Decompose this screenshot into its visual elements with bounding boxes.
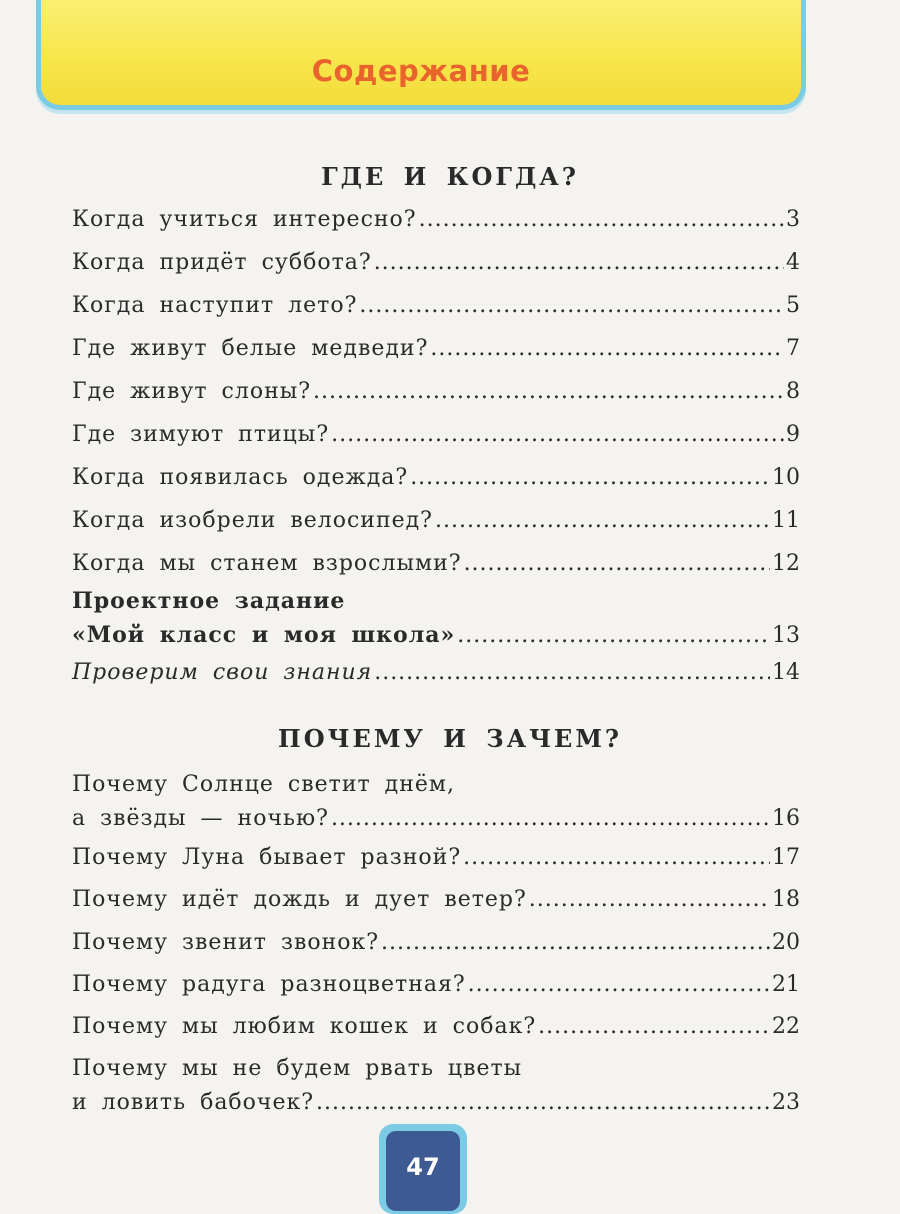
toc-page-number: 8 bbox=[786, 379, 800, 404]
section-title-where-when: ГДЕ И КОГДА? bbox=[321, 162, 579, 191]
toc-entry-text: «Мой класс и моя школа» bbox=[72, 622, 456, 648]
toc-entry-text: Когда наступит лето? bbox=[72, 293, 358, 318]
toc-page-number: 11 bbox=[772, 508, 800, 533]
toc-leader-dots bbox=[464, 547, 770, 581]
toc-entry[interactable] bbox=[72, 375, 800, 409]
toc-entry[interactable] bbox=[72, 1010, 800, 1044]
toc-entry[interactable] bbox=[72, 883, 800, 917]
toc-entry[interactable] bbox=[72, 841, 800, 875]
toc-entry-line1: Проектное задание bbox=[72, 588, 346, 614]
toc-page-number: 21 bbox=[772, 972, 800, 997]
toc-entry[interactable] bbox=[72, 461, 800, 495]
header-banner bbox=[36, 0, 806, 110]
toc-entry[interactable] bbox=[72, 504, 800, 538]
toc-leader-dots bbox=[430, 332, 784, 366]
toc-entry-line1: Почему мы не будем рвать цветы bbox=[72, 1056, 523, 1081]
toc-entry-text: Почему Луна бывает разной? bbox=[72, 845, 462, 870]
toc-page-number: 17 bbox=[772, 845, 800, 870]
toc-leader-dots bbox=[359, 289, 784, 323]
toc-leader-dots bbox=[313, 375, 784, 409]
toc-entry-text: Когда придёт суббота? bbox=[72, 250, 372, 275]
toc-entry[interactable] bbox=[72, 203, 800, 237]
toc-page-number: 12 bbox=[772, 551, 800, 576]
toc-page-number: 16 bbox=[772, 806, 800, 831]
toc-page-number: 4 bbox=[786, 250, 800, 275]
toc-entry[interactable] bbox=[72, 1052, 800, 1120]
toc-leader-dots bbox=[316, 1086, 770, 1120]
toc-entry-text: Почему радуга разноцветная? bbox=[72, 972, 466, 997]
toc-entry-text: и ловить бабочек? bbox=[72, 1090, 315, 1115]
toc-page-number: 14 bbox=[772, 660, 800, 685]
toc-page-number: 5 bbox=[786, 293, 800, 318]
toc-entry-text: Где живут слоны? bbox=[72, 379, 312, 404]
page-number: 47 bbox=[386, 1131, 460, 1211]
toc-leader-dots bbox=[410, 461, 770, 495]
toc-entry[interactable] bbox=[72, 968, 800, 1002]
toc-page-number: 13 bbox=[772, 623, 800, 648]
toc-entry-project[interactable] bbox=[72, 584, 800, 652]
toc-entry-text: Когда изобрели велосипед? bbox=[72, 508, 433, 533]
toc-leader-dots bbox=[331, 418, 784, 452]
toc-leader-dots bbox=[374, 656, 770, 690]
toc-page-number: 22 bbox=[772, 1014, 800, 1039]
toc-leader-dots bbox=[331, 802, 770, 836]
toc-entry-text: Почему идёт дождь и дует ветер? bbox=[72, 887, 527, 912]
toc-entry[interactable] bbox=[72, 246, 800, 280]
toc-entry-text: Когда появилась одежда? bbox=[72, 465, 409, 490]
toc-page-number: 18 bbox=[772, 887, 800, 912]
toc-entry[interactable] bbox=[72, 547, 800, 581]
toc-entry-text: Когда учиться интересно? bbox=[72, 207, 417, 232]
toc-entry[interactable] bbox=[72, 926, 800, 960]
toc-entry[interactable] bbox=[72, 418, 800, 452]
toc-entry-text: Где живут белые медведи? bbox=[72, 336, 429, 361]
toc-page-number: 3 bbox=[786, 207, 800, 232]
toc-leader-dots bbox=[381, 926, 770, 960]
toc-entry[interactable] bbox=[72, 289, 800, 323]
toc-entry-text: Где зимуют птицы? bbox=[72, 422, 330, 447]
toc-page-number: 23 bbox=[772, 1090, 800, 1115]
toc-entry-check[interactable] bbox=[72, 656, 800, 690]
page-title: Содержание bbox=[311, 54, 531, 88]
toc-entry-text: Почему звенит звонок? bbox=[72, 930, 380, 955]
toc-page-number: 7 bbox=[786, 336, 800, 361]
toc-leader-dots bbox=[538, 1010, 770, 1044]
toc-leader-dots bbox=[435, 504, 770, 538]
toc-entry[interactable] bbox=[72, 332, 800, 366]
toc-leader-dots bbox=[374, 246, 784, 280]
toc-entry-text: Когда мы станем взрослыми? bbox=[72, 551, 462, 576]
section-title-why: ПОЧЕМУ И ЗАЧЕМ? bbox=[278, 724, 622, 753]
toc-leader-dots bbox=[529, 883, 770, 917]
toc-entry-line1: Почему Солнце светит днём, bbox=[72, 772, 455, 797]
toc-page-number: 10 bbox=[772, 465, 800, 490]
page-number-badge bbox=[379, 1124, 467, 1214]
toc-page-number: 20 bbox=[772, 930, 800, 955]
toc-leader-dots bbox=[457, 619, 770, 653]
toc-entry-text: Почему мы любим кошек и собак? bbox=[72, 1014, 537, 1039]
toc-leader-dots bbox=[463, 841, 770, 875]
toc-page-number: 9 bbox=[786, 422, 800, 447]
toc-entry-text: а звёзды — ночью? bbox=[72, 806, 329, 831]
toc-leader-dots bbox=[468, 968, 770, 1002]
toc-entry-text: Проверим свои знания bbox=[72, 660, 373, 685]
toc-entry[interactable] bbox=[72, 768, 800, 836]
toc-leader-dots bbox=[419, 203, 784, 237]
